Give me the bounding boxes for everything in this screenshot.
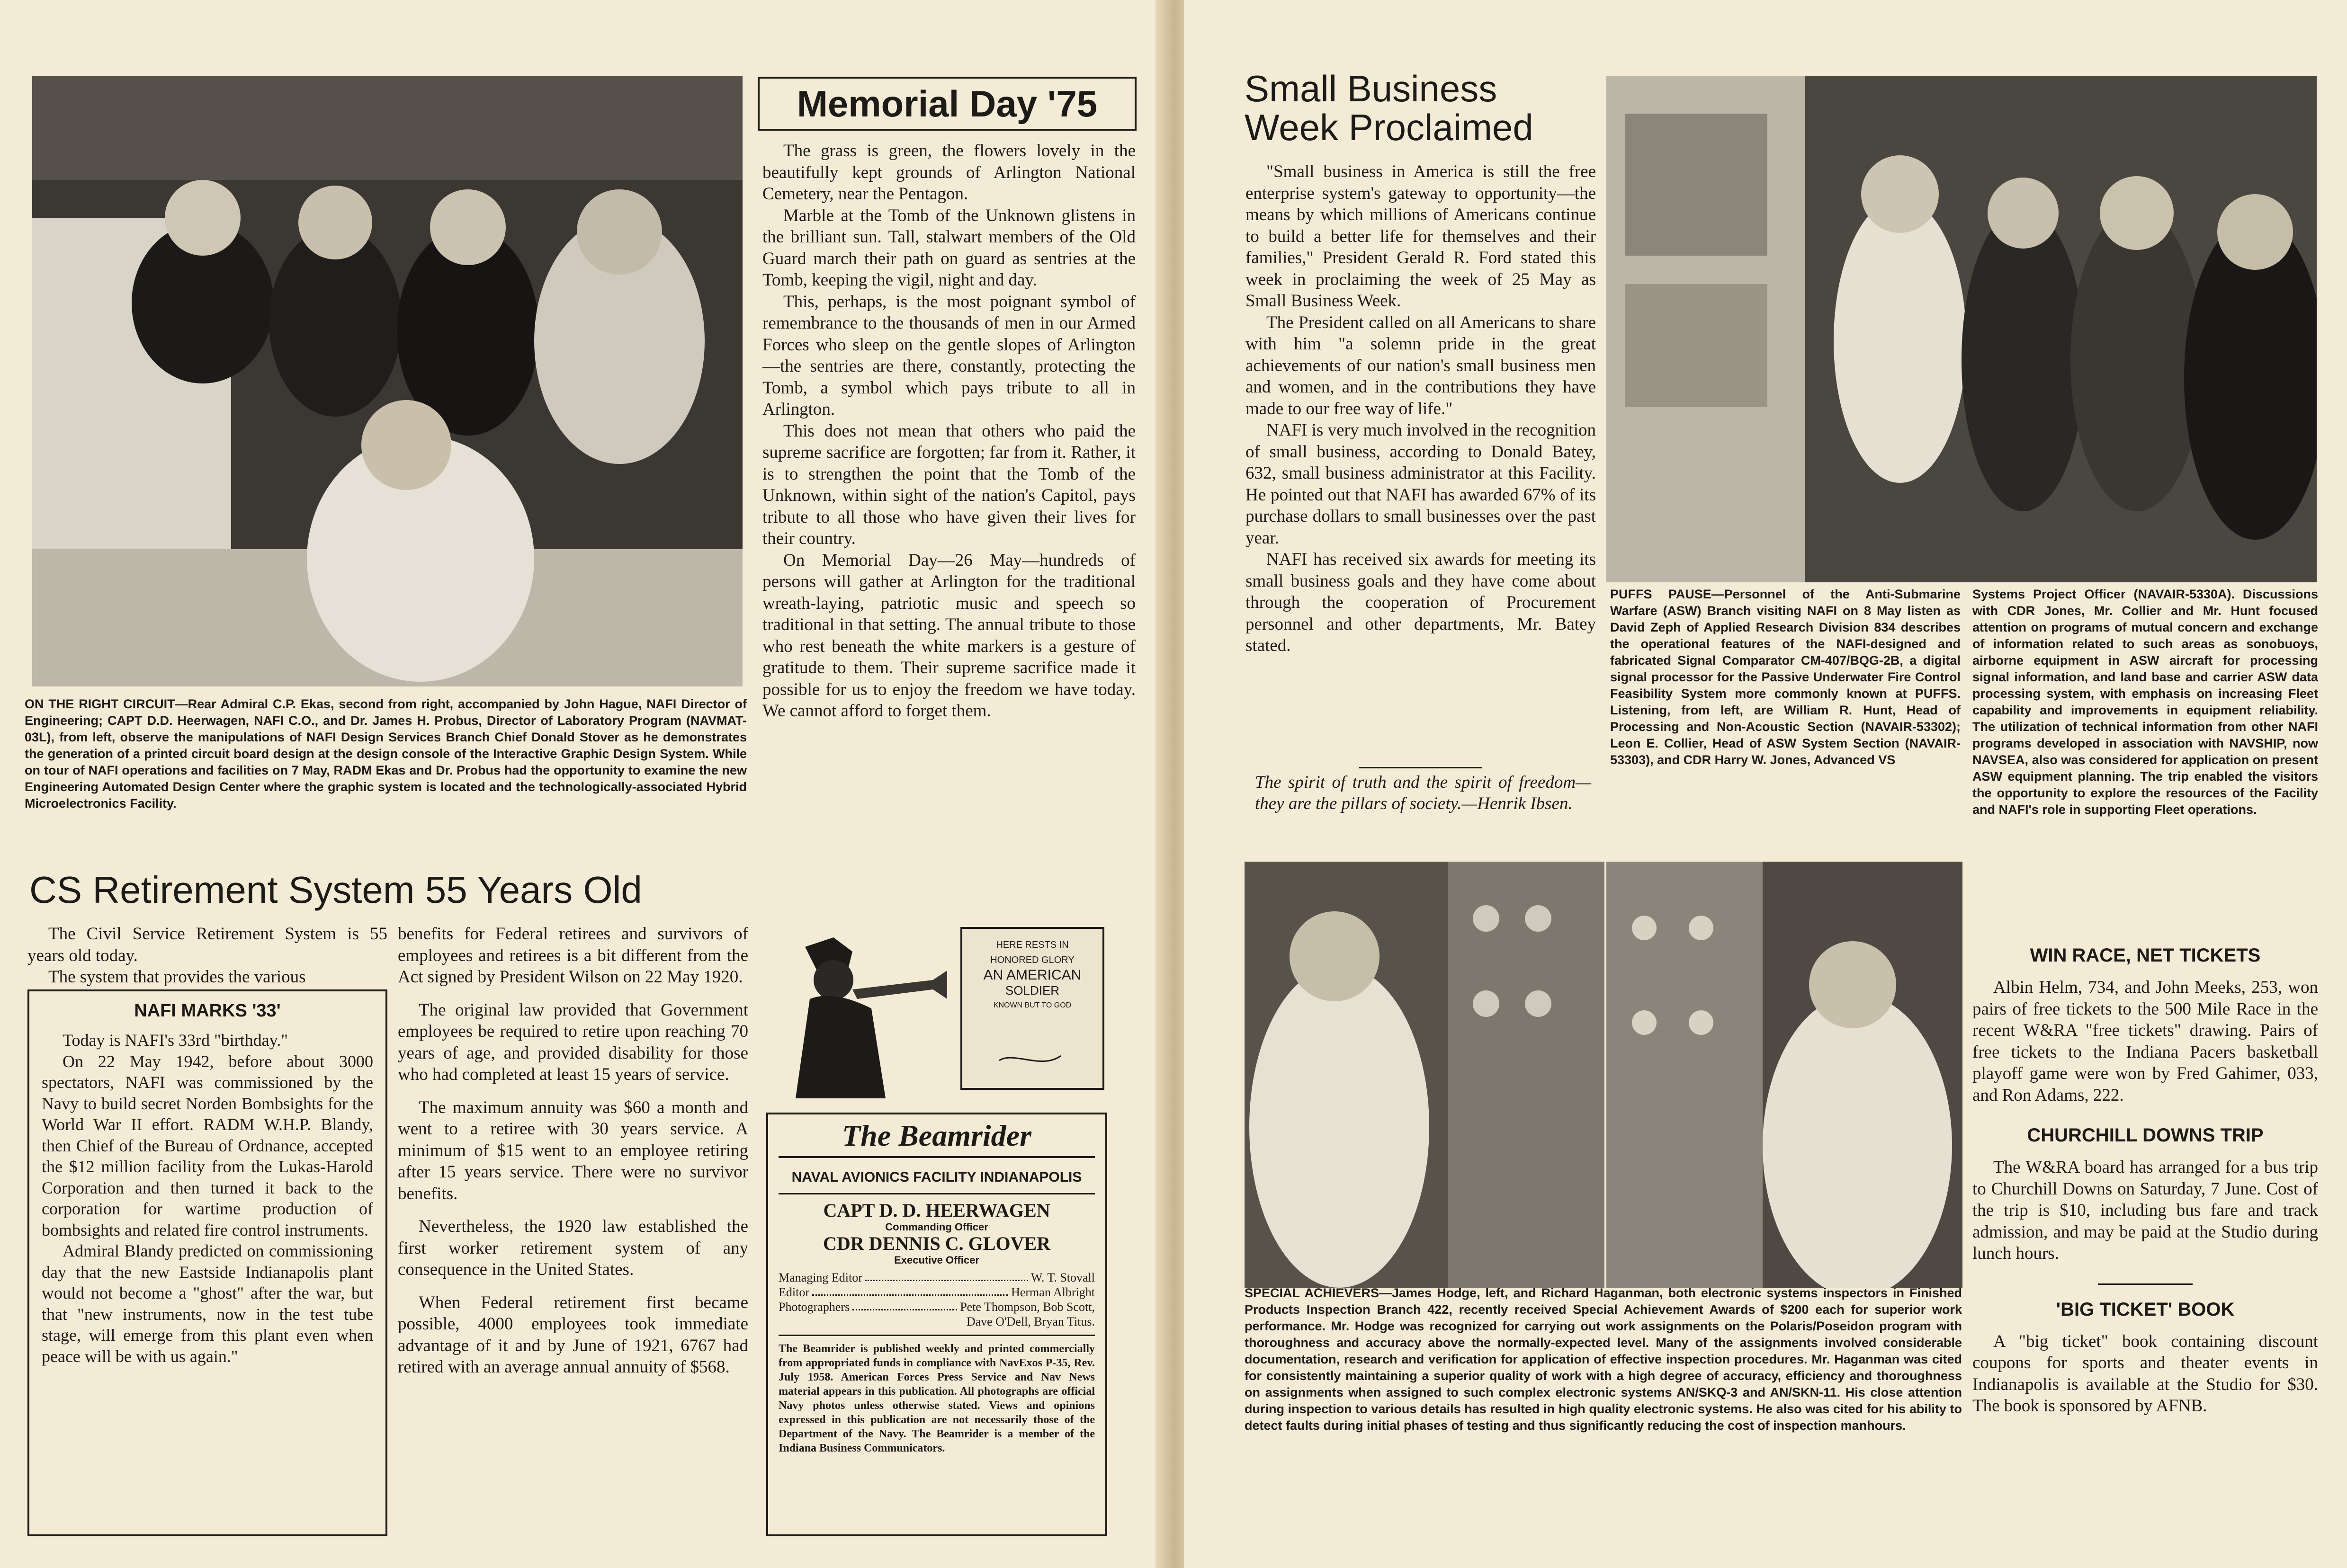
masthead-name: The Beamrider xyxy=(842,1119,1031,1152)
masthead-staff-row xyxy=(779,1300,1095,1314)
briefs-column xyxy=(1972,928,2318,1543)
retirement-paragraph: The maximum annuity was $60 a month and went to a retiree with 30 years service. A minimum of $15 went to an employee retiring after 15 years service. There were no survivor benefits. xyxy=(398,1097,748,1203)
dot-leader xyxy=(865,1270,1028,1281)
small-business-title-line: Week Proclaimed xyxy=(1245,107,1533,148)
staff-name: Herman Albright xyxy=(1011,1285,1095,1299)
plaque-line: KNOWN BUT TO GOD xyxy=(993,1001,1072,1009)
staff-name: W. T. Stovall xyxy=(1030,1271,1095,1284)
masthead-box xyxy=(766,1113,1107,1536)
achievers-left-figures xyxy=(1245,862,1604,1288)
plaque-text xyxy=(966,937,1099,1013)
ibsen-quote: The spirit of truth and the spirit of freedom—they are the pillars of society.—Henrik Ibsen. xyxy=(1255,773,1591,813)
retirement-paragraph: The original law provided that Government employees be required to retire upon reaching 70 years of age, and provided disability for those who had completed at least 15 years of service. xyxy=(398,1000,748,1084)
retirement-paragraph: Nevertheless, the 1920 law established the first worker retirement system of any consequence in the United States. xyxy=(398,1217,748,1279)
plaque-line: AN AMERICAN xyxy=(983,967,1082,983)
nafi33-body xyxy=(42,1030,373,1367)
win-race-title: WIN RACE, NET TICKETS xyxy=(2030,945,2261,966)
churchill-text: The W&RA board has arranged for a bus trip to Churchill Downs on Saturday, 7 June. Cost of the trip is $10, including bus fare and track admission, and may be paid at the Studio during lunch hours. xyxy=(1972,1158,2318,1263)
small-business-paragraph: NAFI is very much involved in the recognition of small business, according to Donald Batey, 632, small business administrator at this Facility. He pointed out that NAFI has awarded 67% of its purchase dollars to small businesses over the past year. xyxy=(1245,420,1596,548)
retirement-paragraph: The Civil Service Retirement System is 55 years old today. xyxy=(27,924,387,965)
plaque-line: HERE RESTS IN xyxy=(996,940,1069,950)
dot-leader xyxy=(812,1285,1008,1296)
small-business-paragraph: The President called on all Americans to share with him "a solemn pride in the great achievements of our nation's small business men and women, and in the contributions they have made to our free way of life." xyxy=(1245,312,1596,419)
briefs-rule xyxy=(2098,1283,2193,1285)
masthead-co-title: Commanding Officer xyxy=(885,1221,988,1233)
achievers-photo-right xyxy=(1606,862,1962,1288)
big-ticket-text: A "big ticket" book containing discount coupons for sports and theater events in Indianapolis is available at the Studio for $30. The book is sponsored by AFNB. xyxy=(1972,1331,2318,1416)
staff-role: Editor xyxy=(779,1285,809,1299)
churchill-title: CHURCHILL DOWNS TRIP xyxy=(2027,1125,2264,1146)
small-business-body xyxy=(1245,161,1596,757)
staff-name-cont: Dave O'Dell, Bryan Titus. xyxy=(966,1315,1095,1328)
masthead-rule xyxy=(779,1193,1095,1194)
masthead-rule xyxy=(779,1335,1095,1336)
staff-role: Managing Editor xyxy=(779,1271,862,1284)
masthead-co-name: CAPT D. D. HEERWAGEN xyxy=(823,1200,1050,1221)
masthead-xo-title: Executive Officer xyxy=(894,1254,979,1266)
small-business-title xyxy=(1245,69,1604,147)
retirement-col2 xyxy=(398,923,748,1539)
nafi33-paragraph: Admiral Blandy predicted on commissioning day that the new Eastside Indianapolis plant would not become a "ghost" after the war, but that "new instruments, now in the test tube stage, will emerge from this plant even when peace will be with us again." xyxy=(42,1241,373,1366)
memorial-body xyxy=(762,140,1136,907)
masthead-org: NAVAL AVIONICS FACILITY INDIANAPOLIS xyxy=(791,1169,1082,1185)
small-business-title-line: Small Business xyxy=(1245,68,1497,109)
win-race-text: Albin Helm, 734, and John Meeks, 253, won pairs of free tickets to the 500 Mile Race in the recent W&RA "free tickets" drawing. Pairs of free tickets to the Indiana Pacers basketball playoff game were won by Fred Gahimer, 033, and Ron Adams, 222. xyxy=(1972,978,2318,1105)
achievers-right-figures xyxy=(1606,862,1962,1288)
small-business-paragraph: "Small business in America is still the free enterprise system's gateway to opportunity—the means by which millions of Americans continue to build a better life for themselves and their families," President Gerald R. Ford stated this week in proclaiming the week of 25 May as Small Business Week. xyxy=(1245,162,1596,311)
nafi33-box xyxy=(27,989,387,1536)
nafi33-title: NAFI MARKS '33' xyxy=(134,1001,281,1021)
small-business-paragraph: NAFI has received six awards for meeting its small business goals and they have come about through the cooperation of Procurement personnel and other departments, Mr. Batey stated. xyxy=(1245,550,1596,655)
dot-leader xyxy=(852,1300,957,1310)
circuit-photo xyxy=(32,76,743,686)
masthead-staff-row xyxy=(779,1270,1095,1285)
retirement-title: CS Retirement System 55 Years Old xyxy=(29,869,642,911)
achievers-photo-left xyxy=(1245,862,1604,1288)
masthead-notice: The Beamrider is published weekly and printed commercially from appropriated funds in compliance with NavExos P-35, Rev. July 1958. American Forces Press Service and Nav News material appears in this publication. All photographs are official Navy photos unless otherwise stated. Views and opinions expressed in this publication are not necessarily those of the Department of the Navy. The Beamrider is a member of the Indiana Business Communicators. xyxy=(779,1343,1095,1454)
memorial-title: Memorial Day '75 xyxy=(797,83,1098,125)
nafi33-paragraph: On 22 May 1942, before about 3000 spectators, NAFI was commissioned by the Navy to build secret Norden Bombsights for the World War II effort. RADM W.H.P. Blandy, then Chief of the Bureau of Ordnance, accepted the $12 million facility from the Lukas-Harold Corporation and then turned it back to the corporation for wartime production of bombsights and related fire control instruments. xyxy=(42,1051,373,1239)
achievers-caption: SPECIAL ACHIEVERS—James Hodge, left, and Richard Haganman, both electronic systems inspectors in Finished Products Inspection Branch 422, recently received Special Achievement Awards of $200 each for superior work performance. Mr. Hodge was recognized for carrying out work assignments on the Polaris/Poseidon program with thoroughness and accuracy above the normally-expected level. Many of the assignments involved considerable documentation, research and verification for application of effective inspection procedures. Mr. Haganman was cited for consistently maintaining a superior quality of work with a high degree of accuracy, efficiency and thoroughness on assignments when assigned to such complex electronic systems AN/SKQ-3 and AN/SKN-11. His close attention during inspection to various details has resulted in high quality electronic systems. He also was cited for his ability to detect faults during initial phases of testing and thus significantly reducing the cost of inspection manhours. xyxy=(1245,1286,1962,1433)
bugler-illustration xyxy=(777,918,1137,1103)
puffs-photo xyxy=(1606,76,2317,582)
retirement-paragraph: The system that provides the various xyxy=(48,967,306,987)
memorial-paragraph: The grass is green, the flowers lovely in the beautifully kept grounds of Arlington National Cemetery, near the Pentagon. xyxy=(762,141,1136,204)
circuit-caption: ON THE RIGHT CIRCUIT—Rear Admiral C.P. Ekas, second from right, accompanied by John Hague, NAFI Director of Engineering; CAPT D.D. Heerwagen, NAFI C.O., and Dr. James H. Probus, Director of Laboratory Program (NAVMAT-03L), from left, observe the manipulations of NAFI Design Services Branch Chief Donald Stover as he demonstrates the generation of a printed circuit board design at the design console of the Interactive Graphic Design System. While on tour of NAFI operations and facilities on 7 May, RADM Ekas and Dr. Probus had the opportunity to examine the new Engineering Automated Design Center where the graphic system is located and the technologically-associated Hybrid Microelectronics Facility. xyxy=(25,697,747,811)
quote-rule xyxy=(1359,767,1482,768)
retirement-paragraph: When Federal retirement first became possible, 4000 employees took immediate advantage of it and by June of 1921, 6767 had retired with an average annual annuity of $568. xyxy=(398,1292,748,1377)
nafi33-paragraph: Today is NAFI's 33rd "birthday." xyxy=(63,1031,288,1050)
circuit-photo-figures xyxy=(32,76,743,686)
masthead-rule xyxy=(779,1156,1095,1158)
masthead-xo-name: CDR DENNIS C. GLOVER xyxy=(823,1233,1051,1254)
staff-name: Pete Thompson, Bob Scott, xyxy=(960,1300,1095,1314)
puffs-caption-col1: PUFFS PAUSE—Personnel of the Anti-Submarine Warfare (ASW) Branch visiting NAFI on 8 May listen as David Zeph of Applied Research Division 834 describes the operational features of the NAFI-designed and fabricated Signal Comparator CM-407/BQG-2B, a digital signal processor for the Passive Underwater Fire Control Feasibility System more commonly known at PUFFS. Listening, from left, are William R. Hunt, Head of Processing and Non-Acoustic Section (NAVAIR-53302); Leon E. Collier, Head of ASW System Section (NAVAIR-53303), and CDR Harry W. Jones, Advanced VS xyxy=(1610,587,1961,767)
masthead-staff-row xyxy=(779,1285,1095,1300)
plaque-line: HONORED GLORY xyxy=(990,955,1075,965)
memorial-paragraph: On Memorial Day—26 May—hundreds of persons will gather at Arlington for the traditional wreath-laying, patriotic music and speech so traditional in that setting. The annual tribute to those who rest beneath the white markers is a gesture of gratitude to them. Their supreme sacrifice made it possible for us to enjoy the freedom we have today. We cannot afford to forget them. xyxy=(762,550,1136,721)
memorial-paragraph: Marble at the Tomb of the Unknown glistens in the brilliant sun. Tall, stalwart members of the Old Guard march their path on guard as sentries at the Tomb, keeping the vigil, night and day. xyxy=(762,205,1136,290)
retirement-col1 xyxy=(27,923,387,987)
memorial-paragraph: This does not mean that others who paid the supreme sacrifice are forgotten; far from it. Rather, it is to strengthen the point that the Tomb of the Unknown, within sight of the nation's Capitol, pays tribute to all those who have given their lives for their country. xyxy=(762,421,1136,548)
big-ticket-title: 'BIG TICKET' BOOK xyxy=(2056,1299,2235,1320)
memorial-paragraph: This, perhaps, is the most poignant symbol of remembrance to the thousands of men in our Armed Forces who sleep on the gentle slopes of Arlington —the sentries are there, constantly, protecting the Tomb, a symbol which pays tribute to all in Arlington. xyxy=(762,292,1136,419)
retirement-paragraph: benefits for Federal retirees and survivors of employees and retirees is a bit different from the Act signed by President Wilson on 22 May 1920. xyxy=(398,924,748,987)
puffs-caption-col2: Systems Project Officer (NAVAIR-5330A). Discussions with CDR Jones, Mr. Collier and Mr. Hunt focused attention on programs of mutual concern and exchange of information related to such areas as sonobuoys, airborne equipment in ASW aircraft for processing signal information, and land base and carrier ASW data processing system, with emphasis on increasing Fleet capability and improvements in equipment reliability. The utilization of technical information from other NAFI programs developed in association with NAVSHIP, now NAVSEA, also was considered for application on present ASW equipment planning. The trip enabled the visitors the opportunity to explore the resources of the Facility and NAFI's role in supporting Fleet operations. xyxy=(1972,587,2318,817)
plaque-line: SOLDIER xyxy=(1005,983,1060,998)
memorial-title-box xyxy=(758,77,1137,131)
puffs-photo-figures xyxy=(1606,76,2317,582)
staff-role: Photographers xyxy=(779,1300,850,1314)
